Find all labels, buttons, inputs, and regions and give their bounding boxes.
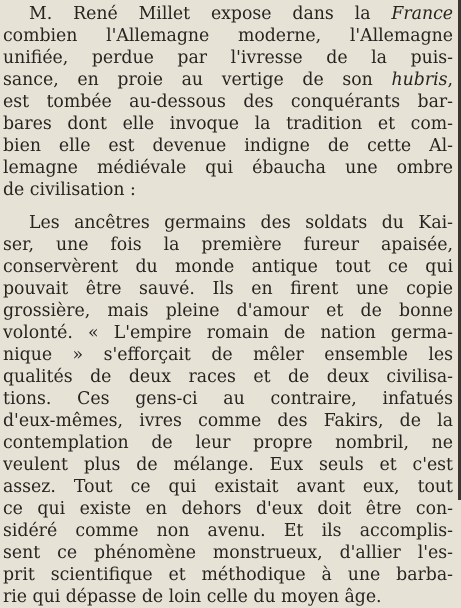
text-line xyxy=(3,520,453,542)
text-line xyxy=(3,564,453,586)
text-line xyxy=(29,3,453,25)
text-line xyxy=(3,410,453,432)
text-segment: assez. Tout ce qui existait avant eux, tout xyxy=(3,477,453,497)
text-line xyxy=(3,234,453,256)
text-line xyxy=(3,113,453,135)
text-line xyxy=(3,300,453,322)
text-segment: ser, une fois la première fureur apaisée, xyxy=(3,235,453,255)
text-line xyxy=(29,212,453,234)
text-line xyxy=(3,322,453,344)
text-segment: volonté. « L'empire romain de nation germa- xyxy=(3,323,453,343)
text-segment: ce qui existe en dehors d'eux doit être con- xyxy=(3,499,453,519)
text-segment: combien l'Allemagne moderne, l'Allemagne xyxy=(3,26,453,46)
text-line xyxy=(3,91,453,113)
text-line xyxy=(3,47,453,69)
text-segment: sidéré comme non avenu. Et ils accomplis- xyxy=(3,521,453,541)
text-segment: sent ce phénomène monstrueux, d'allier l'es- xyxy=(3,543,453,563)
text-line xyxy=(3,278,453,300)
italic-word: hubris xyxy=(391,70,448,90)
text-segment: prit scientifique et méthodique à une barba- xyxy=(3,565,453,585)
italic-word: France xyxy=(391,4,453,24)
text-line xyxy=(3,344,453,366)
text-line xyxy=(3,25,453,47)
text-line xyxy=(3,542,453,564)
text-line xyxy=(3,586,453,608)
text-line xyxy=(3,179,453,201)
text-line xyxy=(3,432,453,454)
text-line xyxy=(3,476,453,498)
text-segment: d'eux-mêmes, ivres comme des Fakirs, de la xyxy=(3,411,453,431)
text-line xyxy=(3,157,453,179)
text-line xyxy=(3,69,453,91)
text-segment: veulent plus de mélange. Eux seuls et c'est xyxy=(3,455,453,475)
text-segment: contemplation de leur propre nombril, ne xyxy=(3,433,453,453)
text-segment: est tombée au-dessous des conquérants bar- xyxy=(3,92,453,112)
text-segment: tions. Ces gens-ci au contraire, infatués xyxy=(3,389,453,409)
text-segment: bares dont elle invoque la tradition et com- xyxy=(3,114,453,134)
text-line xyxy=(3,454,453,476)
text-segment: pouvait être sauvé. Ils en firent une copie xyxy=(3,279,453,299)
text-segment: bien elle est devenue indigne de cette Al- xyxy=(3,136,453,156)
text-line xyxy=(3,498,453,520)
text-segment: qualités de deux races et de deux civilisa- xyxy=(3,367,453,387)
article-column xyxy=(3,0,455,607)
text-segment: lemagne médiévale qui ébaucha une ombre xyxy=(3,158,453,178)
text-line xyxy=(3,135,453,157)
text-line xyxy=(3,366,453,388)
text-line xyxy=(3,388,453,410)
text-segment: , xyxy=(447,70,453,90)
text-segment: grossière, mais pleine d'amour et de bonne xyxy=(3,301,453,321)
text-segment: unifiée, perdue par l'ivresse de la puis- xyxy=(3,48,453,68)
text-segment: conservèrent du monde antique tout ce qui xyxy=(3,257,453,277)
text-segment: rie qui dépasse de loin celle du moyen âge. xyxy=(3,587,382,607)
text-segment: M. René Millet expose dans la xyxy=(29,4,392,24)
text-segment: Les ancêtres germains des soldats du Kai- xyxy=(29,213,453,233)
text-segment: nique » s'efforçait de mêler ensemble les xyxy=(3,345,453,365)
text-segment: sance, en proie au vertige de son xyxy=(3,70,392,90)
text-segment: de civilisation : xyxy=(3,180,136,200)
text-line xyxy=(3,256,453,278)
